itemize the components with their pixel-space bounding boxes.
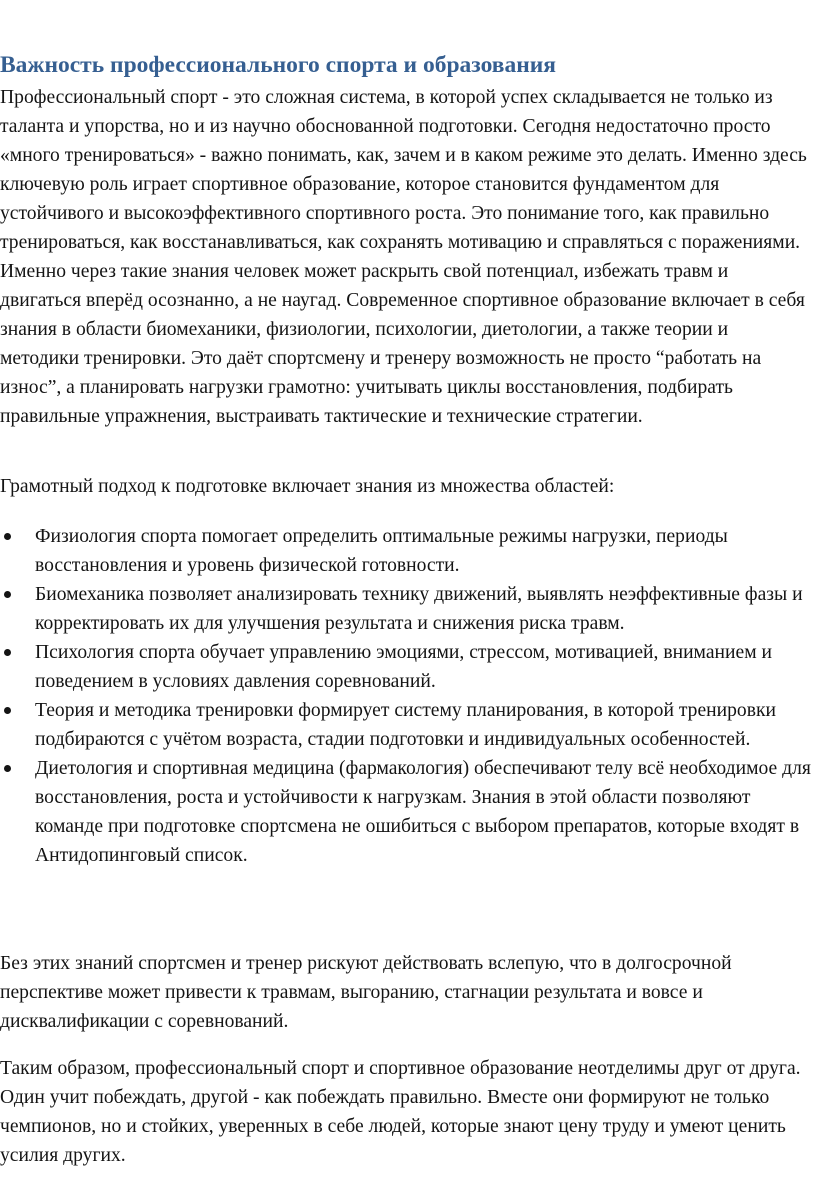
paragraph-approach: Грамотный подход к подготовке включает знания из множества областей:: [0, 476, 615, 497]
list-item: [0, 696, 812, 754]
list-item: [0, 638, 812, 696]
list-item: [0, 580, 812, 638]
list-item-text: Диетология и спортивная медицина (фармакология) обеспечивают телу всё необходимое для восстановления, роста и устойчивости к нагрузкам. Знания в этой области позволяют команде при подготовке спортсмена не ошибиться с выбором препаратов, которые входят в Антидопинговый список.: [35, 758, 811, 866]
list-item-text: Физиология спорта помогает определить оптимальные режимы нагрузки, периоды восстановления и уровень физической готовности.: [35, 526, 728, 576]
paragraph-risks: Без этих знаний спортсмен и тренер рискуют действовать вслепую, что в долгосрочной перспективе может привести к травмам, выгоранию, стагнации результата и вовсе и дисквалификации с соревнований.: [0, 953, 732, 1032]
list-item: [0, 522, 812, 580]
list-item-text: Теория и методика тренировки формирует систему планирования, в которой тренировки подбираются с учётом возраста, стадии подготовки и индивидуальных особенностей.: [35, 700, 776, 750]
bullet-icon: [4, 765, 11, 772]
bullet-icon: [4, 533, 11, 540]
bullet-icon: [4, 707, 11, 714]
paragraph-intro: Профессиональный спорт - это сложная система, в которой успех складывается не только из таланта и упорства, но и из научно обоснованной подготовки. Сегодня недостаточно просто «много тренироваться» - важно понимать, как, зачем и в каком режиме это делать. Именно здесь ключевую роль играет спортивное образование, которое становится фундаментом для устойчивого и высокоэффективного спортивного роста. Это понимание того, как правильно тренироваться, как восстанавливаться, как сохранять мотивацию и справляться с поражениями. Именно через такие знания человек может раскрыть свой потенциал, избежать травм и двигаться вперёд осознанно, а не наугад. Современное спортивное образование включает в себя знания в области биомеханики, физиологии, психологии, диетологии, а также теории и методики тренировки. Это даёт спортсмену и тренеру возможность не просто “работать на износ”, а планировать нагрузки грамотно: учитывать циклы восстановления, подбирать правильные упражнения, выстраивать тактические и технические стратегии.: [0, 87, 807, 427]
list-item-text: Психология спорта обучает управлению эмоциями, стрессом, мотивацией, вниманием и поведением в условиях давления соревнований.: [35, 642, 772, 692]
paragraph-conclusion: Таким образом, профессиональный спорт и спортивное образование неотделимы друг от друга. Один учит побеждать, другой - как побеждать правильно. Вместе они формируют не только чемпионов, но и стойких, уверенных в себе людей, которые знают цену труду и умеют ценить усилия других.: [0, 1058, 801, 1166]
list-item: [0, 754, 812, 870]
document-title: Важность профессионального спорта и образования: [0, 52, 557, 78]
knowledge-areas-list: [0, 522, 812, 870]
bullet-icon: [4, 591, 11, 598]
bullet-icon: [4, 649, 11, 656]
list-item-text: Биомеханика позволяет анализировать технику движений, выявлять неэффективные фазы и корректировать их для улучшения результата и снижения риска травм.: [35, 584, 803, 634]
